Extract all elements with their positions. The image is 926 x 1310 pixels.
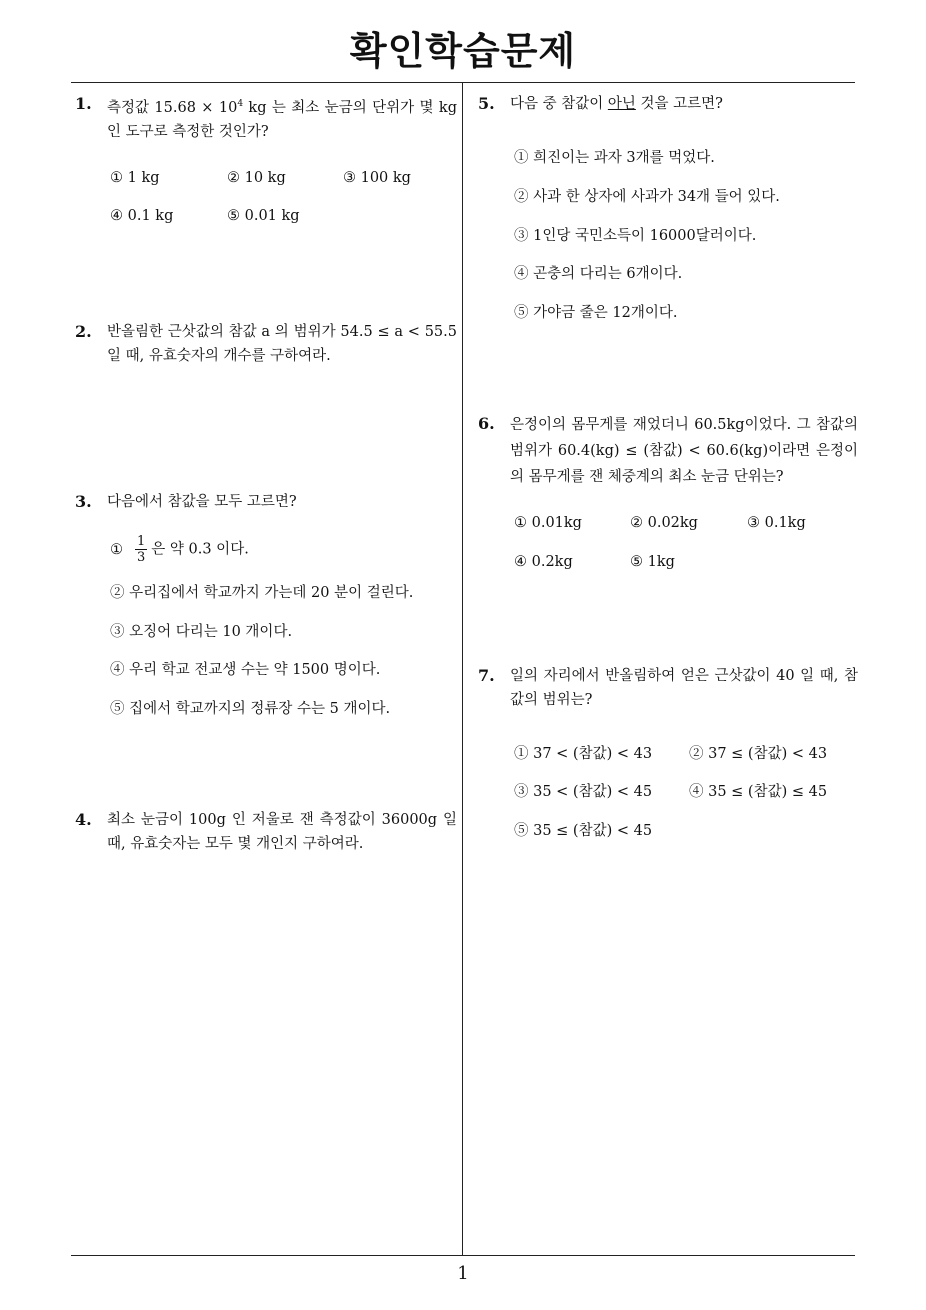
question-number: 1. — [75, 94, 92, 113]
question-stem: 은정이의 몸무게를 재었더니 60.5kg이었다. 그 참값의 범위가 60.4(kg) ≤ (참값) < 60.6(kg)이라면 은정이의 몸무게를 잰 체중계의 최소 눈금 단위는? — [510, 417, 858, 485]
option[interactable]: ③ 0.1kg — [747, 515, 806, 531]
bottom-rule — [71, 1255, 855, 1256]
exponent: 4 — [237, 99, 244, 109]
question-4 — [75, 808, 457, 868]
option[interactable]: ② 우리집에서 학교까지 가는데 20 분이 걸린다. — [110, 585, 414, 601]
option[interactable]: ① 0.01kg — [514, 515, 582, 531]
option[interactable]: ⑤ 집에서 학교까지의 정류장 수는 5 개이다. — [110, 701, 391, 717]
question-number: 2. — [75, 322, 92, 341]
option[interactable]: ② 0.02kg — [630, 515, 698, 531]
option[interactable]: ② 10 kg — [227, 170, 286, 186]
option[interactable]: ④ 우리 학교 전교생 수는 약 1500 명이다. — [110, 662, 381, 678]
question-stem: 다음 중 참값이 아닌 것을 고르면? — [510, 96, 723, 112]
option[interactable]: ① 1 kg — [110, 170, 160, 186]
option[interactable]: ⑤ 35 ≤ (참값) < 45 — [514, 823, 653, 839]
option[interactable]: ④ 35 ≤ (참값) ≤ 45 — [689, 784, 828, 800]
question-stem: 측정값 $15.68 \times 10^4$ kg 는 최소 눈금의 단위가 몇 kg 인 도구로 측정한 것인가? — [107, 99, 457, 140]
question-number: 7. — [478, 666, 495, 685]
fraction: $\frac{1}{3}$ — [137, 534, 146, 565]
option[interactable]: ② 37 ≤ (참값) < 43 — [689, 746, 828, 762]
question-number: 4. — [75, 810, 92, 829]
option[interactable]: ② 사과 한 상자에 사과가 34개 들어 있다. — [514, 189, 780, 205]
question-5 — [478, 92, 860, 122]
top-rule — [71, 82, 855, 83]
underlined-word: 아닌 — [607, 96, 636, 112]
option[interactable]: ③ 100 kg — [343, 170, 411, 186]
question-stem: 일의 자리에서 반올림하여 얻은 근삿값이 40 일 때, 참값의 범위는? — [510, 668, 858, 708]
question-number: 3. — [75, 492, 92, 511]
option[interactable]: ① 37 < (참값) < 43 — [514, 746, 653, 762]
option[interactable]: ④ 0.1 kg — [110, 208, 174, 224]
question-7 — [478, 664, 860, 724]
option[interactable]: ① 희진이는 과자 3개를 먹었다. — [514, 150, 715, 166]
option[interactable]: ⑤ 1kg — [630, 554, 675, 570]
option[interactable]: ③ 35 < (참값) < 45 — [514, 784, 653, 800]
option[interactable]: ③ 오징어 다리는 10 개이다. — [110, 624, 293, 640]
question-stem: 최소 눈금이 100g 인 저울로 잰 측정값이 36000g 일 때, 유효숫자는 모두 몇 개인지 구하여라. — [107, 812, 457, 852]
option[interactable]: ④ 곤충의 다리는 6개이다. — [514, 266, 683, 282]
question-1 — [75, 92, 457, 152]
option[interactable]: ① $\frac{1}{3}$ 은 약 0.3 이다. — [110, 534, 249, 565]
question-3 — [75, 490, 457, 520]
option[interactable]: ④ 0.2kg — [514, 554, 573, 570]
question-number: 5. — [478, 94, 495, 113]
question-6 — [478, 412, 860, 492]
option[interactable]: ⑤ 0.01 kg — [227, 208, 300, 224]
column-divider — [462, 83, 463, 1255]
option[interactable]: ③ 1인당 국민소득이 16000달러이다. — [514, 228, 757, 244]
option[interactable]: ⑤ 가야금 줄은 12개이다. — [514, 305, 678, 321]
page-number: 1 — [457, 1263, 469, 1284]
question-stem: 반올림한 근삿값의 참값 a 의 범위가 54.5 ≤ a < 55.5 일 때, 유효숫자의 개수를 구하여라. — [107, 324, 457, 364]
question-2 — [75, 320, 457, 380]
question-number: 6. — [478, 414, 495, 433]
question-stem: 다음에서 참값을 모두 고르면? — [107, 494, 297, 510]
page-title: 확인학습문제 — [349, 29, 577, 73]
